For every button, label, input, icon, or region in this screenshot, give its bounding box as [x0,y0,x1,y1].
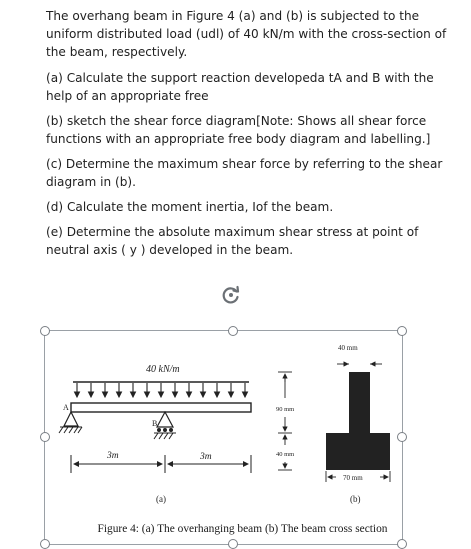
rotate-handle-icon[interactable] [220,284,242,306]
support-a-label: A [63,403,69,412]
span-right-label: 3m [200,452,212,462]
question-part-e: (e) Determine the absolute maximum shear stress at point of neutral axis ( y ) developed in the beam. [46,225,419,257]
support-b-rollers [157,428,173,432]
load-label: 40 kN/m [146,364,180,375]
support-b-icon [157,412,173,427]
dim-flange-width-label: 70 mm [343,474,363,482]
dim-web-height-label: 90 mm [276,406,295,413]
dim-flange-height-label: 40 mm [276,451,295,458]
question-part-a: (a) Calculate the support reaction developeda tA and B with the help of an appropriate free [46,71,434,103]
subfigure-b-label: (b) [350,494,361,504]
question-text [46,7,458,266]
question-part-d: (d) Calculate the moment inertia, Iof the beam. [46,200,334,214]
dim-top-width-label: 40 mm [338,344,358,352]
support-b-label: B [152,419,158,428]
question-part-c: (c) Determine the maximum shear force by referring to the shear diagram in (b). [46,157,443,189]
udl-arrows [77,383,245,397]
beam-body [71,403,251,412]
question-part-b: (b) sketch the shear force diagram[Note: Shows all shear force functions with an appropriate free body diagram and labelling.] [46,114,431,146]
span-left-label: 3m [107,451,119,461]
figure-caption: Figure 4: (a) The overhanging beam (b) The beam cross section [97,523,388,535]
question-intro: The overhang beam in Figure 4 (a) and (b) is subjected to the uniform distributed load (udl) of 40 kN/m with the cross-section of the beam, respectively. [46,9,447,59]
span-dimension-lines [71,455,251,473]
subfigure-a-label: (a) [156,494,166,504]
t-section-shape [326,372,390,470]
support-b-ground [154,433,176,439]
support-a-icon [64,412,78,426]
support-a-ground [59,427,82,433]
beam-figure [44,330,402,544]
